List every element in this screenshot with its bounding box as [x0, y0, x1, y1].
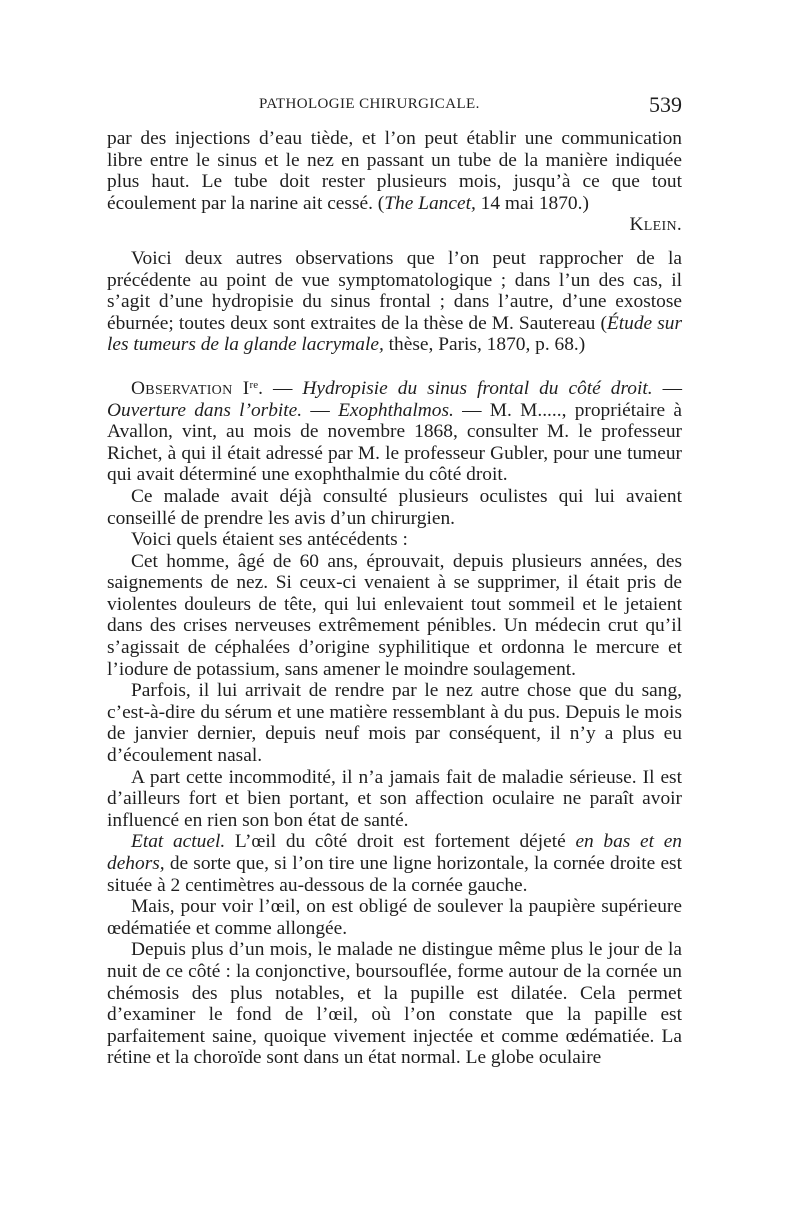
page-body [107, 128, 682, 1069]
paragraph-general-health: A part cette incommodité, il n’a jamais fait de maladie sérieuse. Il est d’ailleurs fort et bien portant, et son affection oculaire ne paraît avoir influencé en rien son bon état de santé. [107, 766, 682, 831]
paragraph-antecedents: Cet homme, âgé de 60 ans, éprouvait, depuis plusieurs années, des saignements de nez. Si ceux-ci venaient à se supprimer, il était pris de violentes douleurs de tête, qui lui enlevaient tout sommeil et le jetaient dans des crises nerveuses extrêmement pénibles. Un médecin crut qu’il s’agissait de céphalées d’origine syphilitique et ordonna le mercure et l’iodure de potassium, sans amener le moindre soulagement. [107, 550, 682, 680]
paragraph-text: par des injections d’eau tiède, et l’on peut établir une communication libre entre le sinus et le nez en passant un tube de la manière indiquée plus haut. Le tube doit rester plusieurs mois, jusqu’à ce que tout écoulement par la narine ait cessé. ( [107, 128, 682, 214]
current-state-label: Etat actuel. [131, 831, 226, 853]
paragraph-current-state [107, 831, 682, 896]
observation-title-2: Ouverture dans l’orbite. [107, 399, 303, 421]
paragraph-text: de sorte que, si l’on tire une ligne horizontale, la cornée droite est située à 2 centimètres au-dessous de la cornée gauche. [107, 853, 682, 896]
citation-date: 14 mai 1870.) [475, 192, 589, 214]
separator-dash: — [262, 377, 303, 399]
observation-label: Observation I [131, 377, 250, 399]
punctuation: . [258, 377, 263, 399]
paragraph-text: Voici deux autres observations que l’on peut rapprocher de la précédente au point de vue symptomatologique ; dans l’un des cas, il s’agit d’une hydropisie du sinus frontal ; dans l’autre, d’une exostose éburnée; toutes deux sont extraites de la thèse de M. Sautereau ( [107, 247, 682, 334]
paragraph-nasal-discharge: Parfois, il lui arrivait de rendre par le nez autre chose que du sang, c’est-à-dire du sérum et une matière ressemblant à du pus. Depuis le mois de janvier dernier, depuis neuf mois par conséquent, il n’y a plus eu d’écoulement nasal. [107, 680, 682, 767]
citation-reference: thèse, Paris, 1870, p. 68.) [383, 334, 586, 356]
paragraph-intro-observations [107, 248, 682, 356]
separator-dash: — [302, 399, 339, 421]
ordinal-superscript: re [249, 378, 259, 391]
running-head: PATHOLOGIE CHIRURGICALE. [259, 96, 480, 112]
journal-title: The Lancet, [384, 192, 476, 214]
observation-title-1: Hydropisie du sinus frontal du côté droit. [302, 377, 653, 399]
page-number: 539 [649, 92, 682, 117]
page-header [107, 94, 682, 124]
paragraph-examination: Depuis plus d’un mois, le malade ne distingue même plus le jour de la nuit de ce côté : la conjonctive, boursouflée, forme autour de la cornée un chémosis des plus notables, et la pupille est dilatée. Cela permet d’examiner le fond de l’œil, où l’on constate que la papille est parfaitement saine, quoique vivement injectée et comme œdématiée. La rétine et la choroïde sont dans un état normal. Le globe oculaire [107, 939, 682, 1069]
paragraph-eyelid: Mais, pour voir l’œil, on est obligé de soulever la paupière supérieure œdématiée et comme allongée. [107, 896, 682, 939]
paragraph-continuation [107, 128, 682, 214]
emphasis-text: en bas et en dehors, [107, 831, 682, 874]
paragraph-antecedents-intro: Voici quels étaient ses antécédents : [131, 529, 408, 551]
observation-heading [107, 378, 682, 486]
thesis-title: Étude sur les tumeurs de la glande lacrymale, [107, 312, 682, 356]
paragraph-consulted: Ce malade avait déjà consulté plusieurs oculistes qui lui avaient conseillé de prendre les avis d’un chirurgien. [107, 485, 682, 529]
observation-title-3: Exophthalmos. [338, 399, 454, 421]
observation-text: — M. M....., propriétaire à Avallon, vint, au mois de novembre 1868, consulter M. le professeur Richet, à qui il était adressé par M. le professeur Gubler, pour une tumeur qui avait déterminé une exophthalmie du côté droit. [107, 399, 683, 486]
separator-dash: — [652, 377, 682, 399]
paragraph-text: L’œil du côté droit est fortement déjeté [225, 831, 576, 853]
author-signature: Klein. [629, 214, 682, 236]
